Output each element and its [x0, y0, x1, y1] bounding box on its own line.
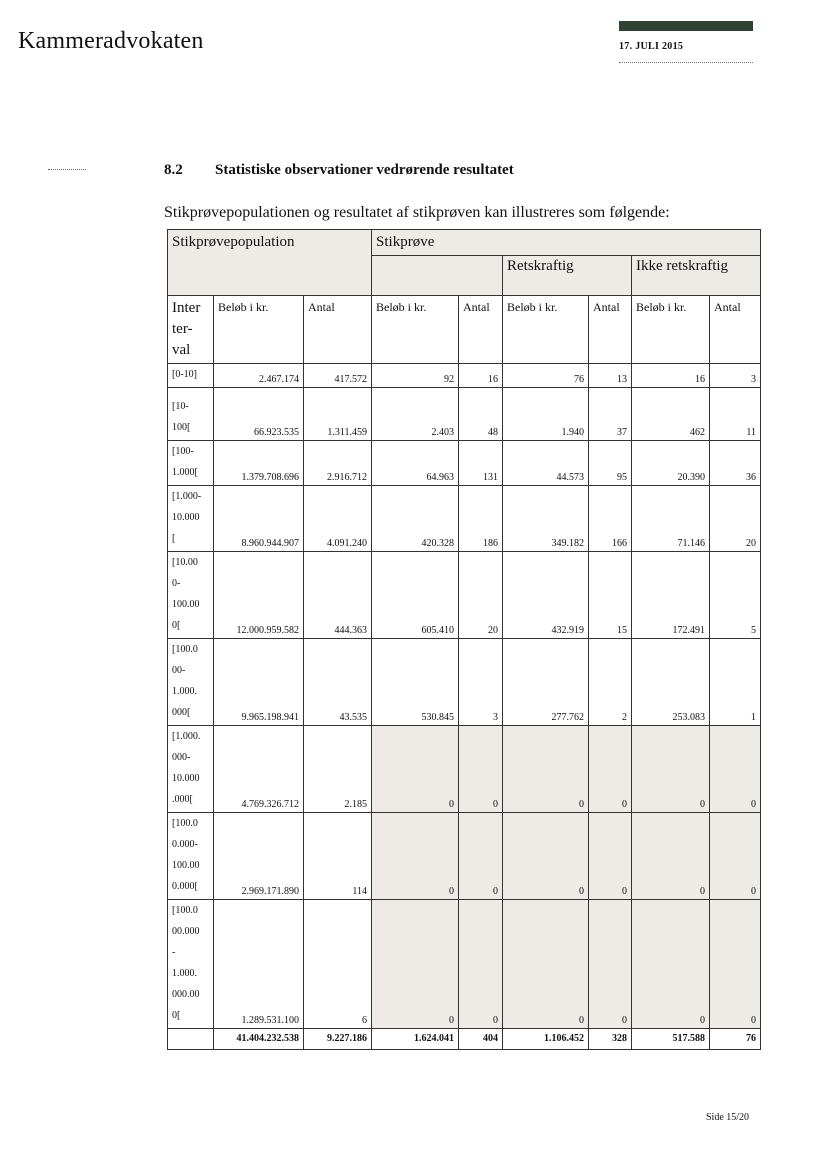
cell-valid-amount: 0 — [503, 726, 589, 813]
cell-invalid-amount: 462 — [632, 388, 710, 441]
interval-label — [168, 726, 214, 813]
cell-sample-amount: 0 — [372, 813, 459, 900]
cell-pop-count: 2.185 — [304, 726, 372, 813]
interval-label-line: [10.00 — [172, 557, 198, 568]
interval-label-line: 00- — [172, 665, 186, 676]
table-row — [168, 441, 761, 486]
cell-sample-count: 20 — [459, 552, 503, 639]
cell-pop-count: 43.535 — [304, 639, 372, 726]
cell-sample-amount: 530.845 — [372, 639, 459, 726]
interval-label-line: 10.000 — [172, 512, 200, 523]
cell-invalid-amount: 0 — [632, 813, 710, 900]
cell-valid-count: 15 — [589, 552, 632, 639]
cell-pop-count: 1.311.459 — [304, 388, 372, 441]
col-header-pop-amount: Beløb i kr. — [214, 296, 304, 364]
col-header-valid-amount: Beløb i kr. — [503, 296, 589, 364]
cell-sample-amount: 420.328 — [372, 486, 459, 552]
col-header-invalid-count: Antal — [710, 296, 761, 364]
table-row — [168, 813, 761, 900]
cell-pop-amount: 9.965.198.941 — [214, 639, 304, 726]
interval-label-line: [100- — [172, 446, 194, 457]
interval-label-line: 00.000 — [172, 926, 200, 937]
page-number: Side 15/20 — [706, 1112, 750, 1123]
cell-pop-count: 444.363 — [304, 552, 372, 639]
cell-valid-amount: 349.182 — [503, 486, 589, 552]
col-header-sample-amount: Beløb i kr. — [372, 296, 459, 364]
cell-valid-count: 95 — [589, 441, 632, 486]
col-header-sample-count: Antal — [459, 296, 503, 364]
interval-label — [168, 388, 214, 441]
cell-invalid-count: 0 — [710, 813, 761, 900]
total-sample-amount: 1.624.041 — [372, 1029, 459, 1050]
table-row — [168, 726, 761, 813]
cell-valid-amount: 44.573 — [503, 441, 589, 486]
interval-label-line: 1.000[ — [172, 467, 198, 478]
intro-text: Stikprøvepopulationen og resultatet af stikprøven kan illustreres som følgende: — [164, 204, 670, 221]
cell-pop-amount: 2.969.171.890 — [214, 813, 304, 900]
col-header-valid-count: Antal — [589, 296, 632, 364]
interval-label — [168, 486, 214, 552]
cell-valid-count: 37 — [589, 388, 632, 441]
interval-label-line: 0[ — [172, 1010, 181, 1021]
cell-pop-count: 114 — [304, 813, 372, 900]
total-pop-amount: 41.404.232.538 — [214, 1029, 304, 1050]
cell-sample-amount: 0 — [372, 726, 459, 813]
interval-label — [168, 364, 214, 388]
cell-sample-count: 0 — [459, 813, 503, 900]
cell-invalid-count: 1 — [710, 639, 761, 726]
table-row — [168, 364, 761, 388]
cell-pop-amount: 1.379.708.696 — [214, 441, 304, 486]
cell-invalid-count: 0 — [710, 726, 761, 813]
cell-pop-amount: 4.769.326.712 — [214, 726, 304, 813]
cell-pop-amount: 8.960.944.907 — [214, 486, 304, 552]
interval-label-line: 100[ — [172, 422, 191, 433]
total-invalid-amount: 517.588 — [632, 1029, 710, 1050]
interval-label-line: 0.000- — [172, 839, 198, 850]
document-date: 17. JULI 2015 — [619, 41, 684, 52]
interval-label-line: [1.000- — [172, 491, 202, 502]
total-sample-count: 404 — [459, 1029, 503, 1050]
brand-name: Kammeradvokaten — [18, 28, 204, 54]
total-invalid-count: 76 — [710, 1029, 761, 1050]
cell-pop-count: 6 — [304, 900, 372, 1029]
cell-sample-count: 131 — [459, 441, 503, 486]
col-header-interval: Inter ter- val — [168, 296, 214, 364]
col-header-pop-count: Antal — [304, 296, 372, 364]
interval-label-line: [0-10] — [172, 369, 197, 380]
cell-sample-amount: 0 — [372, 900, 459, 1029]
sample-subheader-blank — [372, 256, 503, 296]
interval-label-line: [100.0 — [172, 818, 198, 829]
interval-label-line: 0- — [172, 578, 181, 589]
cell-invalid-count: 20 — [710, 486, 761, 552]
cell-sample-count: 48 — [459, 388, 503, 441]
interval-label-line: 100.00 — [172, 860, 200, 871]
cell-pop-count: 417.572 — [304, 364, 372, 388]
cell-pop-count: 4.091.240 — [304, 486, 372, 552]
table-row — [168, 486, 761, 552]
section-title: Statistiske observationer vedrørende resultatet — [215, 162, 514, 178]
cell-pop-amount: 2.467.174 — [214, 364, 304, 388]
interval-label-line: [ — [172, 533, 176, 544]
cell-sample-amount: 605.410 — [372, 552, 459, 639]
cell-valid-amount: 277.762 — [503, 639, 589, 726]
cell-pop-amount: 1.289.531.100 — [214, 900, 304, 1029]
cell-sample-amount: 64.963 — [372, 441, 459, 486]
margin-dots — [48, 169, 86, 170]
interval-label — [168, 441, 214, 486]
total-pop-count: 9.227.186 — [304, 1029, 372, 1050]
total-valid-count: 328 — [589, 1029, 632, 1050]
section-number: 8.2 — [164, 162, 183, 178]
cell-valid-amount: 0 — [503, 813, 589, 900]
interval-label — [168, 813, 214, 900]
cell-invalid-amount: 172.491 — [632, 552, 710, 639]
cell-pop-amount: 12.000.959.582 — [214, 552, 304, 639]
cell-sample-amount: 92 — [372, 364, 459, 388]
interval-label-line: [100.0 — [172, 905, 198, 916]
interval-label-line: 000[ — [172, 707, 191, 718]
interval-label-line: - — [172, 947, 176, 958]
sample-table — [167, 229, 761, 1050]
cell-invalid-count: 11 — [710, 388, 761, 441]
cell-sample-count: 0 — [459, 726, 503, 813]
interval-label-line: [1.000. — [172, 731, 201, 742]
table-row — [168, 552, 761, 639]
col-header-invalid-amount: Beløb i kr. — [632, 296, 710, 364]
cell-sample-amount: 2.403 — [372, 388, 459, 441]
total-valid-amount: 1.106.452 — [503, 1029, 589, 1050]
cell-valid-amount: 432.919 — [503, 552, 589, 639]
cell-valid-amount: 0 — [503, 900, 589, 1029]
totals-label-cell — [168, 1029, 214, 1050]
interval-label-line: [10- — [172, 401, 189, 412]
cell-invalid-count: 3 — [710, 364, 761, 388]
cell-invalid-amount: 16 — [632, 364, 710, 388]
date-underline — [619, 62, 753, 63]
cell-invalid-amount: 71.146 — [632, 486, 710, 552]
cell-pop-amount: 66.923.535 — [214, 388, 304, 441]
cell-invalid-amount: 0 — [632, 900, 710, 1029]
totals-row — [168, 1029, 761, 1050]
cell-invalid-amount: 20.390 — [632, 441, 710, 486]
group-header-ikke-retskraftig: Ikke retskraftig — [632, 256, 761, 296]
interval-label-line: 000- — [172, 752, 191, 763]
interval-label-line: .000[ — [172, 794, 193, 805]
interval-label-line: 0[ — [172, 620, 181, 631]
interval-label-line: 000.00 — [172, 989, 200, 1000]
cell-valid-count: 0 — [589, 900, 632, 1029]
cell-valid-count: 0 — [589, 726, 632, 813]
interval-label-line: 100.00 — [172, 599, 200, 610]
group-header-retskraftig: Retskraftig — [503, 256, 632, 296]
cell-valid-amount: 1.940 — [503, 388, 589, 441]
cell-valid-count: 13 — [589, 364, 632, 388]
interval-label-line: 0.000[ — [172, 881, 198, 892]
interval-label-line: 1.000. — [172, 968, 197, 979]
cell-sample-count: 3 — [459, 639, 503, 726]
interval-label-line: [100.0 — [172, 644, 198, 655]
table-row — [168, 639, 761, 726]
group-header-population: Stikprøvepopulation — [168, 230, 372, 296]
interval-label-line: 1.000. — [172, 686, 197, 697]
interval-label — [168, 900, 214, 1029]
cell-invalid-count: 36 — [710, 441, 761, 486]
cell-valid-count: 0 — [589, 813, 632, 900]
cell-pop-count: 2.916.712 — [304, 441, 372, 486]
cell-sample-count: 186 — [459, 486, 503, 552]
cell-invalid-count: 0 — [710, 900, 761, 1029]
cell-invalid-amount: 0 — [632, 726, 710, 813]
table-row — [168, 388, 761, 441]
cell-sample-count: 16 — [459, 364, 503, 388]
interval-label — [168, 639, 214, 726]
interval-label-line: 10.000 — [172, 773, 200, 784]
cell-valid-count: 2 — [589, 639, 632, 726]
cell-invalid-amount: 253.083 — [632, 639, 710, 726]
table-row — [168, 900, 761, 1029]
cell-invalid-count: 5 — [710, 552, 761, 639]
group-header-sample: Stikprøve — [372, 230, 761, 256]
cell-sample-count: 0 — [459, 900, 503, 1029]
cell-valid-count: 166 — [589, 486, 632, 552]
header-bar — [619, 21, 753, 31]
cell-valid-amount: 76 — [503, 364, 589, 388]
interval-label — [168, 552, 214, 639]
